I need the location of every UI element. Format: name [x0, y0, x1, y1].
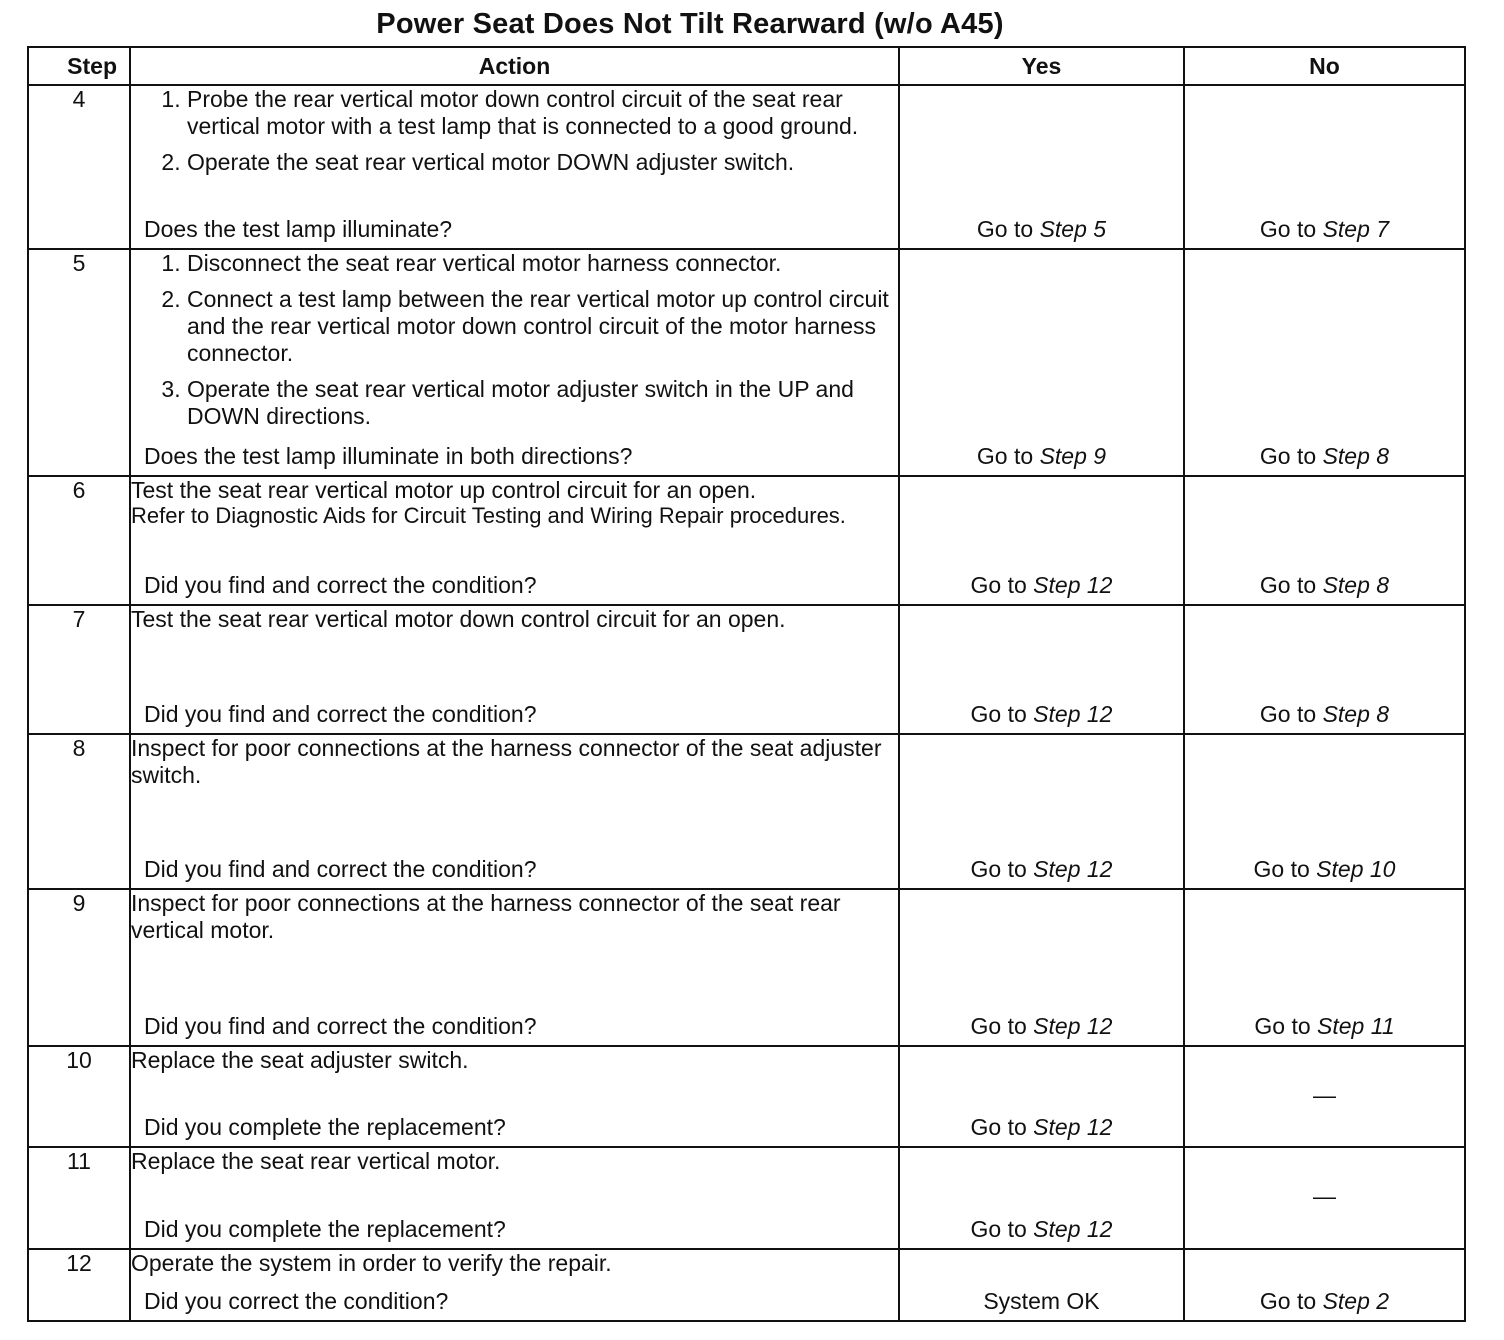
step-reference: Step 8 — [1322, 443, 1390, 469]
step-number: 12 — [28, 1249, 130, 1321]
question-text: Did you find and correct the condition? — [144, 856, 537, 882]
question-text: Does the test lamp illuminate in both directions? — [144, 443, 633, 469]
action-list-item: 1. Probe the rear vertical motor down control circuit of the seat rear vertical motor with a test lamp that is connected to a good ground. — [187, 86, 898, 140]
action-text: Inspect for poor connections at the harness connector of the seat adjuster switch. — [131, 735, 882, 788]
no-goto — [1185, 701, 1464, 727]
action-text: Test the seat rear vertical motor down control circuit for an open. — [131, 606, 786, 632]
action-list-item: 2. Operate the seat rear vertical motor DOWN adjuster switch. — [187, 149, 898, 176]
goto-prefix: Go to — [1254, 1013, 1311, 1039]
yes-goto — [900, 701, 1183, 727]
goto-prefix: Go to — [1259, 701, 1317, 727]
no-cell — [1184, 249, 1465, 476]
goto-prefix: Go to — [970, 1114, 1027, 1140]
no-cell — [1184, 734, 1465, 889]
yes-cell — [899, 1147, 1184, 1249]
yes-goto — [900, 443, 1183, 469]
table-row — [28, 734, 1465, 889]
goto-prefix: Go to — [970, 701, 1027, 727]
table-row — [28, 889, 1465, 1046]
action-cell — [130, 249, 899, 476]
yes-goto — [900, 1013, 1183, 1039]
question-text: Did you correct the condition? — [144, 1288, 449, 1314]
table-header-row — [28, 47, 1465, 85]
goto-prefix: Go to — [1253, 856, 1310, 882]
no-goto — [1185, 1013, 1464, 1039]
goto-prefix: Go to — [970, 572, 1027, 598]
header-action: Action — [130, 47, 899, 85]
step-number: 6 — [28, 476, 130, 605]
table-row — [28, 85, 1465, 249]
goto-prefix: Go to — [1259, 572, 1317, 598]
action-list-item: 3. Operate the seat rear vertical motor adjuster switch in the UP and DOWN directions. — [187, 376, 898, 430]
goto-prefix: Go to — [1259, 1288, 1317, 1314]
no-cell — [1184, 1046, 1465, 1147]
yes-cell — [899, 476, 1184, 605]
question-text: Did you complete the replacement? — [144, 1216, 506, 1242]
step-reference: Step 12 — [1033, 572, 1113, 598]
no-cell — [1184, 476, 1465, 605]
action-list-item: 1. Disconnect the seat rear vertical motor harness connector. — [187, 250, 898, 277]
no-goto — [1185, 1288, 1464, 1314]
no-cell — [1184, 1249, 1465, 1321]
table-row — [28, 249, 1465, 476]
diagnostic-table — [27, 46, 1466, 1322]
yes-goto — [900, 1114, 1183, 1140]
table-row — [28, 476, 1465, 605]
step-number: 11 — [28, 1147, 130, 1249]
no-action-dash: — — [1313, 1183, 1336, 1210]
yes-cell — [899, 85, 1184, 249]
step-reference: Step 7 — [1322, 216, 1390, 242]
step-number: 10 — [28, 1046, 130, 1147]
action-cell — [130, 1046, 899, 1147]
table-row — [28, 1046, 1465, 1147]
step-reference: Step 12 — [1033, 856, 1113, 882]
yes-result: System OK — [983, 1288, 1100, 1314]
goto-prefix: Go to — [976, 216, 1034, 242]
header-no: No — [1184, 47, 1465, 85]
question-text: Did you find and correct the condition? — [144, 572, 537, 598]
action-text: Inspect for poor connections at the harness connector of the seat rear vertical motor. — [131, 890, 841, 943]
action-cell — [130, 1147, 899, 1249]
goto-prefix: Go to — [976, 443, 1034, 469]
step-reference: Step 11 — [1317, 1013, 1395, 1039]
goto-prefix: Go to — [970, 856, 1027, 882]
yes-goto — [900, 856, 1183, 882]
step-reference: Step 8 — [1322, 572, 1390, 598]
action-note: Refer to Diagnostic Aids for Circuit Testing and Wiring Repair procedures. — [131, 503, 846, 528]
step-reference: Step 12 — [1033, 1216, 1113, 1242]
no-goto — [1185, 856, 1464, 882]
no-cell — [1184, 889, 1465, 1046]
goto-prefix: Go to — [970, 1216, 1027, 1242]
question-text: Does the test lamp illuminate? — [144, 216, 453, 242]
goto-prefix: Go to — [1259, 216, 1317, 242]
action-cell — [130, 734, 899, 889]
no-goto — [1185, 216, 1464, 242]
action-text: Test the seat rear vertical motor up control circuit for an open. — [131, 477, 757, 503]
no-goto — [1185, 443, 1464, 469]
question-text: Did you find and correct the condition? — [144, 1013, 537, 1039]
table-row — [28, 1147, 1465, 1249]
action-cell — [130, 889, 899, 1046]
step-reference: Step 2 — [1322, 1288, 1390, 1314]
yes-cell — [899, 605, 1184, 734]
table-row — [28, 1249, 1465, 1321]
step-number: 9 — [28, 889, 130, 1046]
step-number: 5 — [28, 249, 130, 476]
no-cell — [1184, 605, 1465, 734]
yes-cell — [899, 734, 1184, 889]
goto-prefix: Go to — [970, 1013, 1027, 1039]
yes-cell — [899, 1046, 1184, 1147]
action-text: Replace the seat rear vertical motor. — [131, 1148, 501, 1174]
yes-cell — [899, 889, 1184, 1046]
question-text: Did you find and correct the condition? — [144, 701, 537, 727]
action-cell — [130, 605, 899, 734]
action-text: Operate the system in order to verify the repair. — [131, 1250, 612, 1276]
no-cell — [1184, 85, 1465, 249]
step-number: 8 — [28, 734, 130, 889]
step-reference: Step 12 — [1033, 701, 1113, 727]
action-list-item: 2. Connect a test lamp between the rear vertical motor up control circuit and the rear vertical motor down control circuit of the motor harness connector. — [187, 286, 898, 367]
no-cell — [1184, 1147, 1465, 1249]
yes-cell — [899, 1249, 1184, 1321]
yes-goto — [900, 572, 1183, 598]
action-cell — [130, 85, 899, 249]
table-row — [28, 605, 1465, 734]
yes-goto — [900, 216, 1183, 242]
action-cell — [130, 476, 899, 605]
step-reference: Step 10 — [1316, 856, 1396, 882]
yes-goto — [900, 1216, 1183, 1242]
action-cell — [130, 1249, 899, 1321]
step-reference: Step 12 — [1033, 1114, 1113, 1140]
action-list — [131, 86, 898, 176]
action-text: Replace the seat adjuster switch. — [131, 1047, 469, 1073]
action-list — [131, 250, 898, 430]
header-step: Step — [28, 47, 130, 85]
step-reference: Step 5 — [1039, 216, 1107, 242]
step-number: 4 — [28, 85, 130, 249]
no-action-dash: — — [1313, 1081, 1336, 1108]
step-number: 7 — [28, 605, 130, 734]
yes-cell — [899, 249, 1184, 476]
header-yes: Yes — [899, 47, 1184, 85]
goto-prefix: Go to — [1259, 443, 1317, 469]
no-goto — [1185, 572, 1464, 598]
step-reference: Step 9 — [1039, 443, 1107, 469]
step-reference: Step 8 — [1322, 701, 1390, 727]
step-reference: Step 12 — [1033, 1013, 1113, 1039]
question-text: Did you complete the replacement? — [144, 1114, 506, 1140]
page-title: Power Seat Does Not Tilt Rearward (w/o A45) — [376, 8, 1004, 40]
